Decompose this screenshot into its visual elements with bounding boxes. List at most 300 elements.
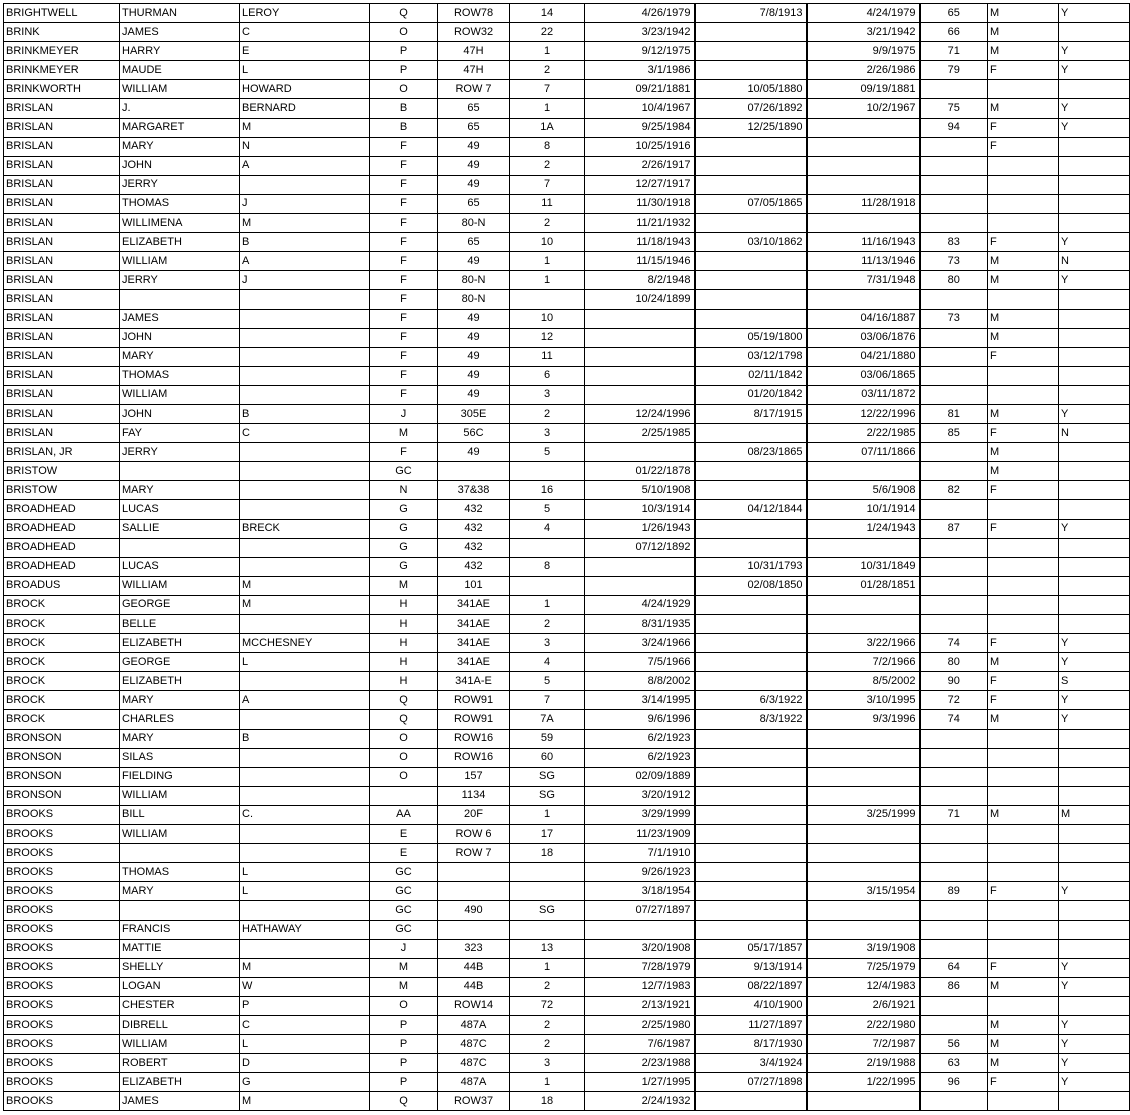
middle-name-cell <box>240 825 370 844</box>
burial-date-cell: 02/09/1889 <box>585 767 695 786</box>
age-cell <box>920 615 988 634</box>
section-cell: F <box>370 175 438 194</box>
table-row <box>4 882 1130 901</box>
death-date-cell: 7/31/1948 <box>807 271 920 290</box>
table-row <box>4 977 1130 996</box>
burial-date-cell: 2/25/1980 <box>585 1015 695 1034</box>
flag-cell: Y <box>1059 634 1130 653</box>
sex-cell <box>988 748 1059 767</box>
last-name-cell: BRONSON <box>4 767 120 786</box>
table-row <box>4 271 1130 290</box>
table-row <box>4 404 1130 423</box>
last-name-cell: BRISLAN <box>4 175 120 194</box>
section-cell: F <box>370 233 438 252</box>
section-cell: F <box>370 347 438 366</box>
middle-name-cell <box>240 462 370 481</box>
last-name-cell: BRIGHTWELL <box>4 4 120 23</box>
death-date-cell: 10/1/1914 <box>807 500 920 519</box>
birth-date-cell: 3/4/1924 <box>695 1054 807 1073</box>
death-date-cell: 3/10/1995 <box>807 691 920 710</box>
age-cell <box>920 500 988 519</box>
lot-cell: 341AE <box>438 595 510 614</box>
lot-cell: 44B <box>438 977 510 996</box>
burial-date-cell: 9/6/1996 <box>585 710 695 729</box>
table-row <box>4 958 1130 977</box>
birth-date-cell <box>695 481 807 500</box>
table-row <box>4 939 1130 958</box>
table-row <box>4 615 1130 634</box>
middle-name-cell <box>240 939 370 958</box>
lot-cell: 56C <box>438 424 510 443</box>
age-cell <box>920 576 988 595</box>
death-date-cell: 2/22/1980 <box>807 1015 920 1034</box>
section-cell: O <box>370 729 438 748</box>
grave-cell: 4 <box>510 653 585 672</box>
middle-name-cell <box>240 615 370 634</box>
middle-name-cell: M <box>240 595 370 614</box>
lot-cell: 49 <box>438 328 510 347</box>
burial-date-cell <box>585 328 695 347</box>
flag-cell <box>1059 615 1130 634</box>
last-name-cell: BROOKS <box>4 844 120 863</box>
birth-date-cell <box>695 653 807 672</box>
lot-cell: 432 <box>438 519 510 538</box>
grave-cell: 1 <box>510 595 585 614</box>
lot-cell <box>438 863 510 882</box>
age-cell <box>920 825 988 844</box>
middle-name-cell: LEROY <box>240 4 370 23</box>
burial-date-cell: 10/4/1967 <box>585 99 695 118</box>
death-date-cell: 2/6/1921 <box>807 996 920 1015</box>
age-cell: 74 <box>920 634 988 653</box>
birth-date-cell <box>695 882 807 901</box>
age-cell: 86 <box>920 977 988 996</box>
first-name-cell: MAUDE <box>120 61 240 80</box>
burial-date-cell <box>585 576 695 595</box>
birth-date-cell: 02/11/1842 <box>695 366 807 385</box>
grave-cell: 7 <box>510 80 585 99</box>
lot-cell: 65 <box>438 233 510 252</box>
section-cell: F <box>370 443 438 462</box>
table-row <box>4 595 1130 614</box>
age-cell: 74 <box>920 710 988 729</box>
lot-cell: 65 <box>438 194 510 213</box>
death-date-cell: 03/11/1872 <box>807 385 920 404</box>
flag-cell <box>1059 748 1130 767</box>
sex-cell: F <box>988 882 1059 901</box>
last-name-cell: BRISLAN <box>4 404 120 423</box>
birth-date-cell: 10/31/1793 <box>695 557 807 576</box>
middle-name-cell <box>240 347 370 366</box>
grave-cell: 1 <box>510 1073 585 1092</box>
middle-name-cell <box>240 175 370 194</box>
first-name-cell <box>120 290 240 309</box>
first-name-cell: HARRY <box>120 42 240 61</box>
birth-date-cell <box>695 519 807 538</box>
grave-cell: 1 <box>510 252 585 271</box>
burial-date-cell <box>585 366 695 385</box>
section-cell: G <box>370 557 438 576</box>
burial-date-cell: 11/21/1932 <box>585 214 695 233</box>
table-row <box>4 233 1130 252</box>
burial-date-cell: 8/8/2002 <box>585 672 695 691</box>
sex-cell: M <box>988 404 1059 423</box>
middle-name-cell <box>240 290 370 309</box>
first-name-cell: ELIZABETH <box>120 634 240 653</box>
last-name-cell: BROOKS <box>4 901 120 920</box>
grave-cell: 7A <box>510 710 585 729</box>
burial-date-cell: 9/25/1984 <box>585 118 695 137</box>
flag-cell <box>1059 595 1130 614</box>
burial-date-cell: 11/18/1943 <box>585 233 695 252</box>
middle-name-cell: MCCHESNEY <box>240 634 370 653</box>
flag-cell <box>1059 175 1130 194</box>
sex-cell: F <box>988 424 1059 443</box>
age-cell: 79 <box>920 61 988 80</box>
flag-cell <box>1059 996 1130 1015</box>
age-cell <box>920 366 988 385</box>
lot-cell: 49 <box>438 156 510 175</box>
lot-cell: 65 <box>438 118 510 137</box>
birth-date-cell <box>695 271 807 290</box>
middle-name-cell: M <box>240 958 370 977</box>
middle-name-cell: L <box>240 61 370 80</box>
sex-cell: F <box>988 672 1059 691</box>
lot-cell: ROW 6 <box>438 825 510 844</box>
section-cell: H <box>370 595 438 614</box>
table-row <box>4 996 1130 1015</box>
sex-cell: M <box>988 805 1059 824</box>
section-cell: G <box>370 500 438 519</box>
last-name-cell: BRISLAN <box>4 156 120 175</box>
death-date-cell: 04/21/1880 <box>807 347 920 366</box>
lot-cell: 432 <box>438 500 510 519</box>
first-name-cell: WILLIAM <box>120 252 240 271</box>
birth-date-cell: 8/17/1930 <box>695 1035 807 1054</box>
death-date-cell: 03/06/1865 <box>807 366 920 385</box>
age-cell <box>920 137 988 156</box>
middle-name-cell <box>240 786 370 805</box>
middle-name-cell: BERNARD <box>240 99 370 118</box>
table-row <box>4 576 1130 595</box>
sex-cell <box>988 996 1059 1015</box>
sex-cell <box>988 290 1059 309</box>
death-date-cell: 3/21/1942 <box>807 23 920 42</box>
table-row <box>4 1092 1130 1111</box>
flag-cell <box>1059 462 1130 481</box>
table-row <box>4 80 1130 99</box>
birth-date-cell: 01/20/1842 <box>695 385 807 404</box>
sex-cell: F <box>988 233 1059 252</box>
table-row <box>4 901 1130 920</box>
lot-cell: ROW14 <box>438 996 510 1015</box>
lot-cell: 323 <box>438 939 510 958</box>
middle-name-cell <box>240 538 370 557</box>
first-name-cell: FIELDING <box>120 767 240 786</box>
flag-cell: Y <box>1059 42 1130 61</box>
section-cell: P <box>370 1073 438 1092</box>
lot-cell: ROW78 <box>438 4 510 23</box>
grave-cell: 2 <box>510 214 585 233</box>
flag-cell: Y <box>1059 404 1130 423</box>
death-date-cell <box>807 844 920 863</box>
burial-date-cell: 7/5/1966 <box>585 653 695 672</box>
grave-cell: 6 <box>510 366 585 385</box>
death-date-cell: 11/13/1946 <box>807 252 920 271</box>
first-name-cell: WILLIAM <box>120 385 240 404</box>
first-name-cell: BILL <box>120 805 240 824</box>
section-cell: Q <box>370 1092 438 1111</box>
last-name-cell: BROOKS <box>4 1092 120 1111</box>
burial-date-cell: 7/28/1979 <box>585 958 695 977</box>
middle-name-cell: J <box>240 271 370 290</box>
birth-date-cell: 07/27/1898 <box>695 1073 807 1092</box>
flag-cell: Y <box>1059 271 1130 290</box>
burial-date-cell: 01/22/1878 <box>585 462 695 481</box>
death-date-cell: 1/24/1943 <box>807 519 920 538</box>
table-row <box>4 137 1130 156</box>
flag-cell <box>1059 500 1130 519</box>
middle-name-cell: BRECK <box>240 519 370 538</box>
middle-name-cell: W <box>240 977 370 996</box>
last-name-cell: BROCK <box>4 615 120 634</box>
age-cell <box>920 290 988 309</box>
death-date-cell <box>807 920 920 939</box>
death-date-cell: 09/19/1881 <box>807 80 920 99</box>
flag-cell: N <box>1059 424 1130 443</box>
age-cell: 56 <box>920 1035 988 1054</box>
first-name-cell: JAMES <box>120 309 240 328</box>
middle-name-cell <box>240 500 370 519</box>
sex-cell: F <box>988 137 1059 156</box>
grave-cell: 3 <box>510 385 585 404</box>
first-name-cell: WILLIAM <box>120 786 240 805</box>
grave-cell: 2 <box>510 977 585 996</box>
grave-cell: 2 <box>510 615 585 634</box>
last-name-cell: BROCK <box>4 672 120 691</box>
last-name-cell: BRISLAN <box>4 118 120 137</box>
last-name-cell: BRISLAN <box>4 424 120 443</box>
birth-date-cell <box>695 767 807 786</box>
last-name-cell: BRISLAN <box>4 214 120 233</box>
section-cell: P <box>370 61 438 80</box>
death-date-cell: 9/3/1996 <box>807 710 920 729</box>
lot-cell: 49 <box>438 137 510 156</box>
middle-name-cell <box>240 328 370 347</box>
section-cell: M <box>370 977 438 996</box>
age-cell <box>920 328 988 347</box>
first-name-cell: MARY <box>120 691 240 710</box>
last-name-cell: BRISLAN <box>4 347 120 366</box>
first-name-cell: MARY <box>120 882 240 901</box>
section-cell: O <box>370 23 438 42</box>
table-row <box>4 309 1130 328</box>
sex-cell <box>988 500 1059 519</box>
first-name-cell: JERRY <box>120 175 240 194</box>
section-cell: F <box>370 309 438 328</box>
birth-date-cell <box>695 214 807 233</box>
age-cell: 94 <box>920 118 988 137</box>
last-name-cell: BROADHEAD <box>4 557 120 576</box>
first-name-cell: SILAS <box>120 748 240 767</box>
birth-date-cell <box>695 595 807 614</box>
death-date-cell: 7/2/1987 <box>807 1035 920 1054</box>
lot-cell: 44B <box>438 958 510 977</box>
birth-date-cell <box>695 805 807 824</box>
sex-cell <box>988 576 1059 595</box>
lot-cell: 157 <box>438 767 510 786</box>
section-cell: P <box>370 1054 438 1073</box>
death-date-cell: 3/15/1954 <box>807 882 920 901</box>
first-name-cell: J. <box>120 99 240 118</box>
birth-date-cell: 02/08/1850 <box>695 576 807 595</box>
middle-name-cell: A <box>240 252 370 271</box>
sex-cell <box>988 1092 1059 1111</box>
first-name-cell: JAMES <box>120 1092 240 1111</box>
death-date-cell: 7/2/1966 <box>807 653 920 672</box>
table-row <box>4 4 1130 23</box>
flag-cell <box>1059 443 1130 462</box>
last-name-cell: BRISLAN <box>4 99 120 118</box>
first-name-cell: WILLIAM <box>120 1035 240 1054</box>
burial-date-cell: 3/24/1966 <box>585 634 695 653</box>
section-cell: F <box>370 328 438 347</box>
burial-date-cell: 2/26/1917 <box>585 156 695 175</box>
sex-cell <box>988 939 1059 958</box>
death-date-cell <box>807 175 920 194</box>
first-name-cell <box>120 462 240 481</box>
lot-cell: 49 <box>438 347 510 366</box>
sex-cell: F <box>988 61 1059 80</box>
last-name-cell: BROOKS <box>4 958 120 977</box>
burial-date-cell: 8/2/1948 <box>585 271 695 290</box>
first-name-cell: THOMAS <box>120 366 240 385</box>
birth-date-cell: 6/3/1922 <box>695 691 807 710</box>
flag-cell: Y <box>1059 99 1130 118</box>
age-cell <box>920 1092 988 1111</box>
burial-date-cell: 11/15/1946 <box>585 252 695 271</box>
first-name-cell: BELLE <box>120 615 240 634</box>
birth-date-cell <box>695 901 807 920</box>
flag-cell <box>1059 366 1130 385</box>
last-name-cell: BROOKS <box>4 1035 120 1054</box>
birth-date-cell <box>695 42 807 61</box>
sex-cell: M <box>988 1035 1059 1054</box>
flag-cell: Y <box>1059 691 1130 710</box>
burial-date-cell <box>585 385 695 404</box>
age-cell <box>920 80 988 99</box>
table-row <box>4 863 1130 882</box>
lot-cell: 487A <box>438 1073 510 1092</box>
birth-date-cell: 04/12/1844 <box>695 500 807 519</box>
death-date-cell <box>807 137 920 156</box>
flag-cell: Y <box>1059 118 1130 137</box>
lot-cell: ROW16 <box>438 729 510 748</box>
lot-cell: ROW91 <box>438 691 510 710</box>
birth-date-cell <box>695 748 807 767</box>
section-cell <box>370 786 438 805</box>
burial-date-cell <box>585 557 695 576</box>
first-name-cell: MARGARET <box>120 118 240 137</box>
sex-cell: M <box>988 271 1059 290</box>
table-row <box>4 1035 1130 1054</box>
death-date-cell <box>807 156 920 175</box>
burial-date-cell: 3/20/1908 <box>585 939 695 958</box>
flag-cell <box>1059 214 1130 233</box>
first-name-cell: ELIZABETH <box>120 672 240 691</box>
middle-name-cell: D <box>240 1054 370 1073</box>
birth-date-cell <box>695 538 807 557</box>
burial-date-cell: 10/3/1914 <box>585 500 695 519</box>
middle-name-cell <box>240 481 370 500</box>
first-name-cell: ELIZABETH <box>120 233 240 252</box>
age-cell: 81 <box>920 404 988 423</box>
middle-name-cell: L <box>240 653 370 672</box>
table-row <box>4 767 1130 786</box>
sex-cell: M <box>988 653 1059 672</box>
section-cell: J <box>370 404 438 423</box>
last-name-cell: BROOKS <box>4 1054 120 1073</box>
burial-date-cell: 10/25/1916 <box>585 137 695 156</box>
sex-cell <box>988 901 1059 920</box>
first-name-cell: CHARLES <box>120 710 240 729</box>
flag-cell <box>1059 939 1130 958</box>
table-row <box>4 328 1130 347</box>
sex-cell <box>988 767 1059 786</box>
birth-date-cell: 05/19/1800 <box>695 328 807 347</box>
age-cell <box>920 939 988 958</box>
section-cell: GC <box>370 863 438 882</box>
middle-name-cell: M <box>240 118 370 137</box>
section-cell: H <box>370 634 438 653</box>
first-name-cell: WILLIAM <box>120 80 240 99</box>
age-cell: 66 <box>920 23 988 42</box>
birth-date-cell <box>695 290 807 309</box>
age-cell <box>920 844 988 863</box>
birth-date-cell <box>695 615 807 634</box>
lot-cell: 490 <box>438 901 510 920</box>
last-name-cell: BRISLAN <box>4 309 120 328</box>
burial-date-cell: 2/13/1921 <box>585 996 695 1015</box>
lot-cell: 20F <box>438 805 510 824</box>
lot-cell: 49 <box>438 252 510 271</box>
section-cell: B <box>370 118 438 137</box>
middle-name-cell: B <box>240 729 370 748</box>
burial-date-cell <box>585 920 695 939</box>
flag-cell <box>1059 137 1130 156</box>
table-row <box>4 786 1130 805</box>
death-date-cell: 07/11/1866 <box>807 443 920 462</box>
last-name-cell: BRISTOW <box>4 462 120 481</box>
flag-cell <box>1059 23 1130 42</box>
lot-cell: 49 <box>438 366 510 385</box>
sex-cell <box>988 538 1059 557</box>
last-name-cell: BROOKS <box>4 996 120 1015</box>
burial-date-cell <box>585 443 695 462</box>
table-row <box>4 42 1130 61</box>
middle-name-cell: A <box>240 156 370 175</box>
last-name-cell: BRONSON <box>4 786 120 805</box>
age-cell: 96 <box>920 1073 988 1092</box>
death-date-cell: 4/24/1979 <box>807 4 920 23</box>
grave-cell: 1 <box>510 271 585 290</box>
table-row <box>4 118 1130 137</box>
last-name-cell: BRISLAN <box>4 366 120 385</box>
section-cell: F <box>370 366 438 385</box>
lot-cell: 47H <box>438 61 510 80</box>
sex-cell <box>988 557 1059 576</box>
last-name-cell: BROCK <box>4 634 120 653</box>
